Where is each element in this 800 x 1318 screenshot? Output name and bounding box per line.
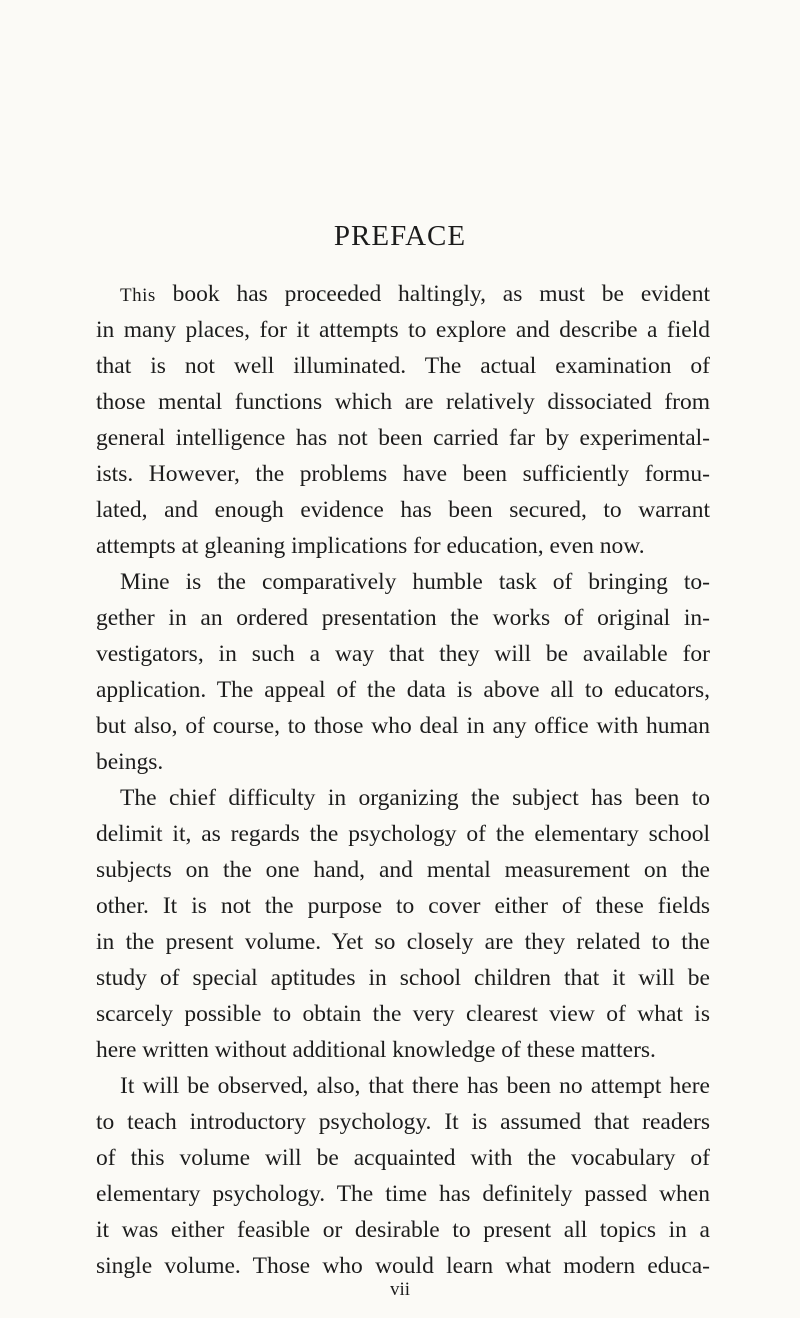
text-line: The chief difficulty in organizing the subject has been to	[120, 785, 710, 811]
small-caps-lead: This	[120, 285, 156, 306]
text-line: study of special aptitudes in school children that it will be	[96, 965, 710, 991]
text-line: lated, and enough evidence has been secured, to warrant	[96, 497, 710, 523]
text-line: delimit it, as regards the psychology of the elementary school	[96, 821, 710, 847]
text-line: attempts at gleaning implications for education, even now.	[96, 533, 645, 559]
page-number: vii	[389, 1279, 411, 1300]
text-line: Mine is the comparatively humble task of bringing to-	[120, 569, 710, 595]
text-line: It will be observed, also, that there has been no attempt here	[120, 1073, 710, 1099]
line-text: book has proceeded haltingly, as must be evident	[155, 281, 710, 307]
page-title: PREFACE	[333, 220, 467, 252]
text-line: ists. However, the problems have been sufficiently formu-	[96, 461, 710, 487]
text-line: that is not well illuminated. The actual examination of	[96, 353, 710, 379]
text-line: application. The appeal of the data is above all to educators,	[96, 677, 710, 703]
text-line: here written without additional knowledge of these matters.	[96, 1037, 656, 1063]
text-line: in many places, for it attempts to explore and describe a field	[96, 317, 710, 343]
text-line: subjects on the one hand, and mental measurement on the	[96, 857, 710, 883]
text-line: single volume. Those who would learn what modern educa-	[96, 1253, 710, 1279]
text-line: it was either feasible or desirable to present all topics in a	[96, 1217, 710, 1243]
text-line: general intelligence has not been carried far by experimental-	[96, 425, 710, 451]
text-line	[120, 276, 710, 312]
text-line: vestigators, in such a way that they will be available for	[96, 641, 710, 667]
text-line: in the present volume. Yet so closely are they related to the	[96, 929, 710, 955]
text-line: of this volume will be acquainted with the vocabulary of	[96, 1145, 710, 1171]
text-line: to teach introductory psychology. It is assumed that readers	[96, 1109, 710, 1135]
text-line: elementary psychology. The time has definitely passed when	[96, 1181, 710, 1207]
text-line: those mental functions which are relatively dissociated from	[96, 389, 710, 415]
text-line: beings.	[96, 749, 164, 775]
text-line: scarcely possible to obtain the very clearest view of what is	[96, 1001, 710, 1027]
text-line: but also, of course, to those who deal in any office with human	[96, 713, 710, 739]
text-line: gether in an ordered presentation the works of original in-	[96, 605, 710, 631]
text-line: other. It is not the purpose to cover either of these fields	[96, 893, 710, 919]
